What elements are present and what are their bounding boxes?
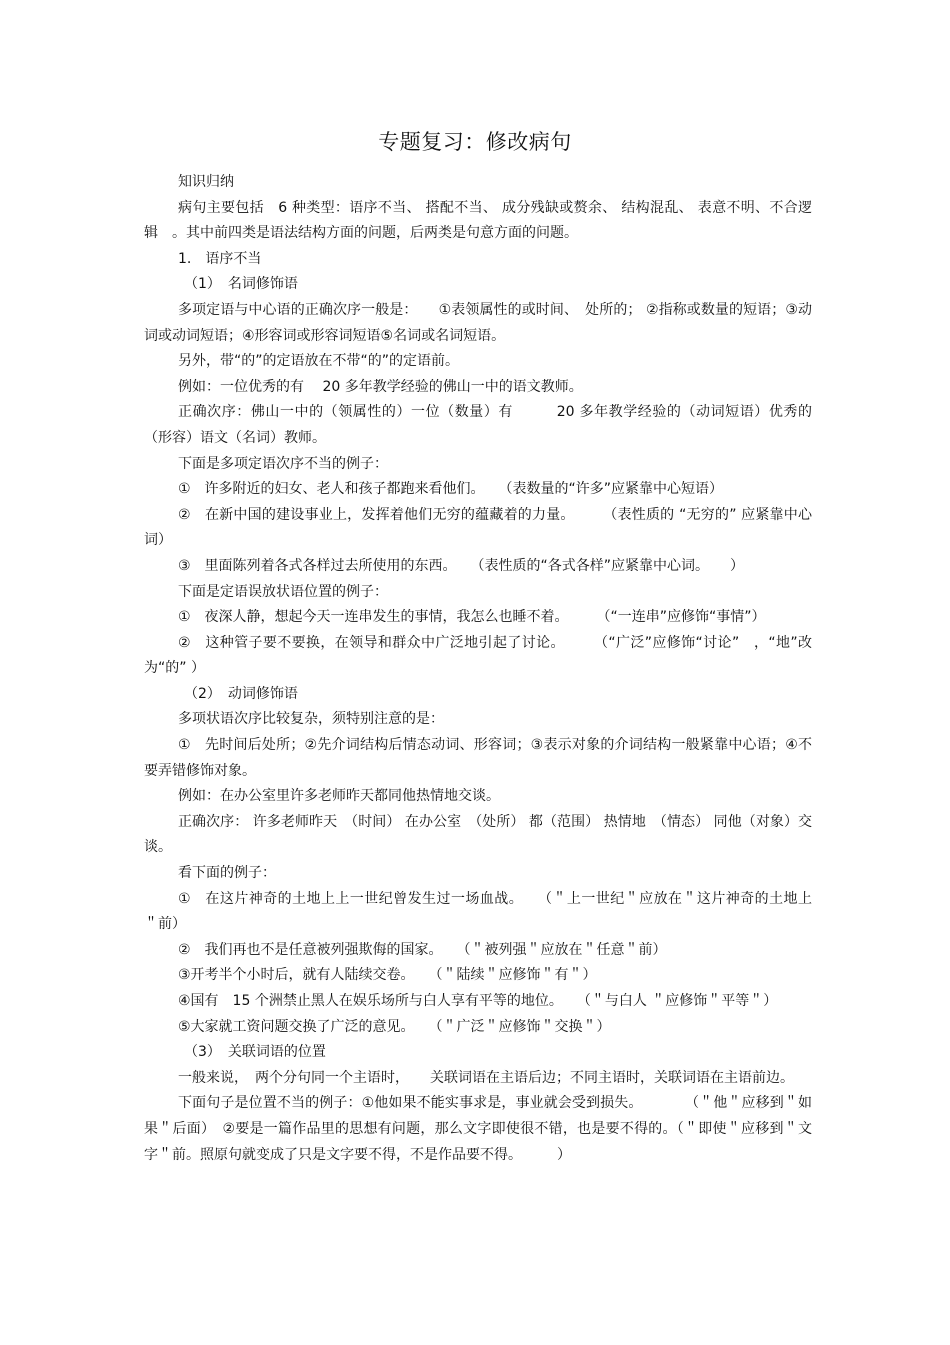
example-item: ② 我们再也不是任意被列强欺侮的国家。 （＂被列强＂应放在＂任意＂前） bbox=[178, 941, 667, 958]
example-item: ① 夜深人静，想起今天一连串发生的事情，我怎么也睡不着。 （“一连串”应修饰“事情”） bbox=[178, 609, 766, 626]
paragraph: 另外，带“的”的定语放在不带“的”的定语前。 bbox=[178, 353, 460, 370]
example-item: ② 在新中国的建设事业上，发挥着他们无穷的蕴藏着的力量。 （表性质的 “无穷的” 应紧靠中心词） bbox=[144, 506, 812, 549]
paragraph: 例如：一位优秀的有 20 多年教学经验的佛山一中的语文教师。 bbox=[178, 378, 583, 395]
paragraph: 正确次序：佛山一中的（领属性的）一位（数量）有 20 多年教学经验的（动词短语）优秀的（形容）语文（名词）教师。 bbox=[144, 404, 812, 446]
document-title: 专题复习：修改病句 bbox=[378, 130, 572, 154]
example-item: ⑤大家就工资问题交换了广泛的意见。 （＂广泛＂应修饰＂交换＂） bbox=[178, 1018, 611, 1035]
document-body bbox=[144, 170, 826, 1168]
subsection-heading: （2） 动词修饰语 bbox=[184, 685, 298, 702]
paragraph: 病句主要包括 6 种类型：语序不当、 搭配不当、 成分残缺或赘余、 结构混乱、 表意不明、不合逻辑 。其中前四类是语法结构方面的问题，后两类是句意方面的问题。 bbox=[144, 199, 812, 242]
paragraph: 正确次序： 许多老师昨天 （时间） 在办公室 （处所） 都（范围） 热情地 （情态） 同他（对象）交谈。 bbox=[144, 813, 812, 856]
subsection-heading: （1） 名词修饰语 bbox=[184, 276, 298, 293]
paragraph: 例如：在办公室里许多老师昨天都同他热情地交谈。 bbox=[178, 788, 500, 805]
paragraph: 一般来说， 两个分句同一个主语时， 关联词语在主语后边；不同主语时，关联词语在主语前边。 bbox=[178, 1069, 794, 1086]
section-heading: 1. 语序不当 bbox=[178, 250, 262, 267]
example-item: ① 许多附近的妇女、老人和孩子都跑来看他们。 （表数量的“许多”应紧靠中心短语） bbox=[178, 481, 724, 498]
example-item: ① 在这片神奇的土地上上一世纪曾发生过一场血战。 （＂上一世纪＂应放在＂这片神奇的土地上 ＂前） bbox=[144, 890, 826, 933]
subsection-heading: （3） 关联词语的位置 bbox=[184, 1044, 326, 1061]
example-item: ③开考半个小时后，就有人陆续交卷。 （＂陆续＂应修饰＂有＂） bbox=[178, 967, 597, 984]
paragraph: 下面是多项定语次序不当的例子： bbox=[178, 455, 388, 472]
example-item: ③ 里面陈列着各式各样过去所使用的东西。 （表性质的“各式各样”应紧靠中心词。 ） bbox=[178, 557, 745, 574]
paragraph: 看下面的例子： bbox=[178, 865, 276, 882]
paragraph: 多项定语与中心语的正确次序一般是： ①表领属性的或时间、 处所的； ②指称或数量的短语；③动词或动词短语；④形容词或形容词短语⑤名词或名词短语。 bbox=[144, 301, 812, 344]
paragraph: ① 先时间后处所；②先介词结构后情态动词、形容词；③表示对象的介词结构一般紧靠中心语；④不要弄错修饰对象。 bbox=[144, 737, 812, 779]
section-heading: 知识归纳 bbox=[178, 174, 234, 190]
paragraph: 下面是定语误放状语位置的例子： bbox=[178, 583, 388, 600]
example-item: ④国有 15 个洲禁止黑人在娱乐场所与白人享有平等的地位。 （＂与白人 ＂应修饰＂平等＂） bbox=[178, 993, 778, 1009]
paragraph: 多项状语次序比较复杂，须特别注意的是： bbox=[178, 711, 444, 728]
paragraph: 下面句子是位置不当的例子：①他如果不能实事求是，事业就会受到损失。 （＂他＂应移到＂如果＂后面） ②要是一篇作品里的思想有问题，那么文字即使很不错，也是要不得的。（＂即使＂应移到＂文字＂前。照原句就变成了只是文字要不得，不是作品要不得。 ） bbox=[144, 1095, 812, 1163]
example-item: ② 这种管子要不要换，在领导和群众中广泛地引起了讨论。 （“广泛”应修饰“讨论” ，“地”改为“的” ） bbox=[144, 634, 812, 677]
